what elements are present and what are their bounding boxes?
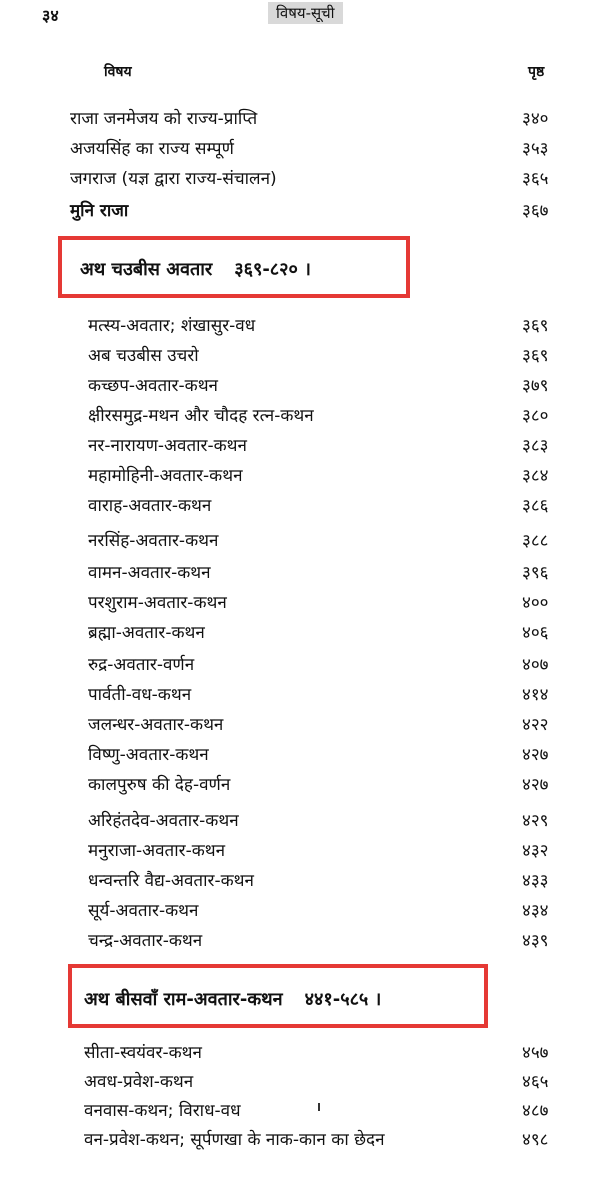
toc-entry (0, 928, 600, 954)
toc-entry (0, 528, 600, 554)
toc-entry-title: पार्वती-वध-कथन (88, 685, 192, 705)
toc-entry (0, 313, 600, 339)
toc-entry-title: सीता-स्वयंवर-कथन (84, 1043, 202, 1063)
toc-entry (0, 373, 600, 399)
running-head: विषय-सूची (268, 2, 343, 24)
toc-entry (0, 560, 600, 586)
toc-entry (0, 620, 600, 646)
toc-entry-page: ३८८ (522, 531, 549, 551)
toc-entry-title: अवध-प्रवेश-कथन (84, 1072, 194, 1092)
toc-entry-page: ४२७ (522, 745, 549, 765)
toc-entry-page: ३८४ (522, 466, 549, 486)
toc-entry-title: राजा जनमेजय को राज्य-प्राप्ति (70, 109, 258, 129)
page-number: ३४ (42, 6, 59, 25)
toc-entry (0, 772, 600, 798)
toc-entry-page: ४८७ (522, 1101, 549, 1121)
toc-entry-page: ३७९ (522, 376, 549, 396)
toc-entry-title: वन-प्रवेश-कथन; सूर्पणखा के नाक-कान का छेदन (84, 1130, 385, 1150)
toc-entry-page: ३६७ (522, 201, 549, 221)
toc-entry-title: नरसिंह-अवतार-कथन (88, 531, 219, 551)
toc-entry-page: ३८६ (522, 496, 549, 516)
toc-entry-page: ४६५ (522, 1072, 549, 1092)
column-heading-page: पृष्ठ (528, 64, 545, 80)
toc-entry-title: विष्णु-अवतार-कथन (88, 745, 209, 765)
section-heading (80, 257, 311, 281)
toc-entry (0, 1069, 600, 1095)
toc-entry-title: ब्रह्मा-अवतार-कथन (88, 623, 205, 643)
toc-entry (0, 742, 600, 768)
toc-entry-title: मुनि राजा (70, 201, 129, 221)
toc-entry-title: वामन-अवतार-कथन (88, 563, 211, 583)
toc-entry-page: ४०६ (522, 623, 549, 643)
toc-entry-title: जलन्धर-अवतार-कथन (88, 715, 224, 735)
ink-speck (318, 1103, 320, 1111)
toc-entry-page: ४२९ (522, 811, 549, 831)
toc-entry-title: नर-नारायण-अवतार-कथन (88, 436, 247, 456)
toc-entry-page: ४५७ (522, 1043, 549, 1063)
section-title: अथ चउबीस अवतार (80, 259, 213, 280)
toc-entry-page: ४३९ (522, 931, 549, 951)
toc-entry-page: ४०० (522, 593, 549, 613)
toc-entry (0, 343, 600, 369)
toc-entry (0, 1127, 600, 1153)
toc-entry (0, 136, 600, 162)
toc-entry (0, 868, 600, 894)
section-heading (84, 987, 381, 1011)
section-page-range: ३६९-८२० । (234, 259, 311, 280)
toc-entry-page: ४२२ (522, 715, 549, 735)
toc-entry (0, 198, 600, 224)
toc-entry-title: रुद्र-अवतार-वर्णन (88, 655, 195, 675)
toc-entry-title: वाराह-अवतार-कथन (88, 496, 212, 516)
toc-entry-title: महामोहिनी-अवतार-कथन (88, 466, 243, 486)
toc-entry (0, 712, 600, 738)
toc-entry (0, 463, 600, 489)
toc-entry-page: ४०७ (522, 655, 549, 675)
toc-entry-title: मनुराजा-अवतार-कथन (88, 841, 226, 861)
toc-entry (0, 403, 600, 429)
toc-entry (0, 433, 600, 459)
toc-entry-page: ३८० (522, 406, 549, 426)
toc-entry-page: ३५३ (522, 139, 549, 159)
toc-entry-page: ४९८ (522, 1130, 549, 1150)
toc-entry (0, 652, 600, 678)
toc-entry (0, 1098, 600, 1124)
toc-entry-title: जगराज (यज्ञ द्वारा राज्य-संचालन) (70, 169, 277, 189)
toc-entry-title: चन्द्र-अवतार-कथन (88, 931, 203, 951)
toc-entry-title: अब चउबीस उचरो (88, 346, 199, 366)
toc-entry-title: अरिहंतदेव-अवतार-कथन (88, 811, 239, 831)
toc-entry (0, 166, 600, 192)
toc-entry (0, 590, 600, 616)
column-heading-subject: विषय (104, 64, 132, 80)
toc-entry-page: ३६९ (522, 316, 549, 336)
toc-entry-page: ३६९ (522, 346, 549, 366)
toc-entry-page: ३८३ (522, 436, 549, 456)
toc-entry-page: ४३२ (522, 841, 549, 861)
toc-entry-title: धन्वन्तरि वैद्य-अवतार-कथन (88, 871, 254, 891)
toc-entry-page: ४१४ (522, 685, 549, 705)
toc-entry-title: मत्स्य-अवतार; शंखासुर-वध (88, 316, 256, 336)
toc-entry-page: ४३३ (522, 871, 549, 891)
toc-entry (0, 1040, 600, 1066)
toc-entry (0, 808, 600, 834)
section-title: अथ बीसवाँ राम-अवतार-कथन (84, 989, 283, 1010)
toc-entry-page: ३९६ (522, 563, 549, 583)
toc-entry (0, 838, 600, 864)
toc-entry-page: ४३४ (522, 901, 549, 921)
toc-entry (0, 106, 600, 132)
section-page-range: ४४१-५८५ । (304, 989, 382, 1010)
toc-entry-title: परशुराम-अवतार-कथन (88, 593, 227, 613)
toc-entry (0, 493, 600, 519)
toc-entry-page: ३४० (522, 109, 549, 129)
toc-entry-title: अजयसिंह का राज्य सम्पूर्ण (70, 139, 234, 159)
toc-entry-title: कालपुरुष की देह-वर्णन (88, 775, 231, 795)
toc-entry-title: क्षीरसमुद्र-मथन और चौदह रत्न-कथन (88, 406, 314, 426)
toc-entry-title: कच्छप-अवतार-कथन (88, 376, 218, 396)
toc-entry (0, 898, 600, 924)
toc-entry-page: ४२७ (522, 775, 549, 795)
toc-entry-page: ३६५ (522, 169, 549, 189)
toc-entry-title: सूर्य-अवतार-कथन (88, 901, 199, 921)
toc-entry-title: वनवास-कथन; विराध-वध (84, 1101, 241, 1121)
toc-entry (0, 682, 600, 708)
